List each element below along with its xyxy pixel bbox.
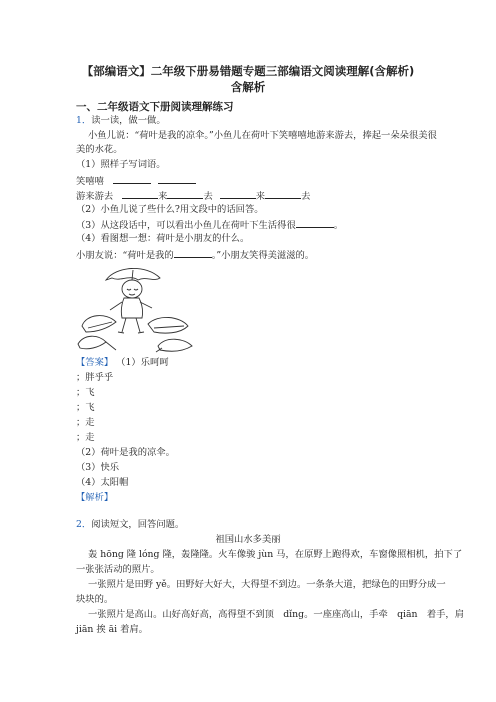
passage-line: 美的水花。 <box>76 144 123 155</box>
pattern-row <box>76 189 310 203</box>
answer-line: ；飞 <box>76 402 95 413</box>
section-heading: 一、二年级语文下册阅读理解练习 <box>76 101 234 113</box>
answer-line: ；走 <box>76 417 95 428</box>
answer-blank[interactable] <box>220 189 256 199</box>
passage-line: 小鱼儿说：“荷叶是我的凉伞。”小鱼儿在荷叶下笑嘻嘻地游来游去，捧起一朵朵很美很 <box>88 130 437 141</box>
sub-question-3 <box>76 218 343 232</box>
answer-blank[interactable] <box>296 218 334 228</box>
passage-title: 祖国山水多美丽 <box>215 534 281 545</box>
passage-line: 一张张活动的照片。 <box>76 564 160 575</box>
answer-blank[interactable] <box>113 174 151 184</box>
pattern-prefix: 游来游去 <box>76 191 114 202</box>
answer-line: （3）快乐 <box>76 462 120 473</box>
pattern-qu: 去 <box>203 191 213 202</box>
question-instruction: 阅读短文，回答问题。 <box>91 519 185 530</box>
passage-line: 一张照片是高山。山好高好高，高得望不到顶 dǐng。一座座高山，手牵 qiān 着手，肩 <box>88 609 465 620</box>
answer-line: （4）太阳帽 <box>76 477 129 488</box>
document-title: 【部编语文】二年级下册易错题专题三部编语文阅读理解(含解析) <box>81 64 415 78</box>
pattern-lai: 来 <box>158 191 168 202</box>
question-number: 2 <box>76 519 82 530</box>
answer-blank[interactable] <box>265 189 301 199</box>
example-word-row <box>76 174 196 188</box>
sub-question-3-end: 。 <box>333 220 344 231</box>
friend-suffix: 。”小朋友笑得美滋滋的。 <box>211 250 315 261</box>
example-word: 笑嘻嘻 <box>76 176 104 187</box>
passage-line: 一张照片是田野 yě。田野好大好大，大得望不到边。一条条大道，把绿色的田野分成一 <box>88 579 446 590</box>
answer-blank[interactable] <box>174 248 212 258</box>
question-2-header: 2．阅读短文，回答问题。 <box>76 519 185 530</box>
document-title-line2: 含解析 <box>230 80 266 94</box>
answer-line: ；走 <box>76 432 95 443</box>
sub-question-3-text: （3）从这段话中，可以看出小鱼儿在荷叶下生活得很 <box>76 220 296 231</box>
sub-question-2: （2）小鱼儿说了些什么?用文段中的话回答。 <box>76 204 264 215</box>
question-1-header: 1．读一读，做一做。 <box>76 115 166 126</box>
answer-row <box>76 357 169 369</box>
passage-line: 轰 hōng 隆 lóng 隆，轰隆隆。火车像骏 jùn 马，在原野上跑得欢，车窗像照相机，拍下了 <box>88 549 463 560</box>
passage-line: jiān 挨 āi 着肩。 <box>76 624 148 635</box>
sub-question-4: （4）看图想一想：荷叶是小朋友的什么。 <box>76 233 250 244</box>
answer-line: （2）荷叶是我的凉伞。 <box>76 447 175 458</box>
question-number: 1 <box>76 115 82 126</box>
friend-sentence <box>76 248 314 262</box>
pattern-lai: 来 <box>255 191 266 202</box>
answer-tag: 【答案】 <box>76 357 114 368</box>
friend-prefix: 小朋友说：“荷叶是我的 <box>76 250 174 261</box>
answer-line: ；胖乎乎 <box>76 372 114 383</box>
pattern-qu: 去 <box>301 191 311 202</box>
analysis-tag: 【解析】 <box>76 492 114 503</box>
answer-blank[interactable] <box>158 174 196 184</box>
answer-blank[interactable] <box>122 189 158 199</box>
passage-line: 块块的。 <box>76 594 114 605</box>
question-instruction: 读一读，做一做。 <box>91 115 166 126</box>
sub-question-1: （1）照样子写词语。 <box>76 159 166 170</box>
answer-blank[interactable] <box>167 189 203 199</box>
lotus-child-illustration <box>76 262 196 354</box>
answer-line: ；飞 <box>76 387 95 398</box>
answer-first: （1）乐呵呵 <box>116 357 169 368</box>
